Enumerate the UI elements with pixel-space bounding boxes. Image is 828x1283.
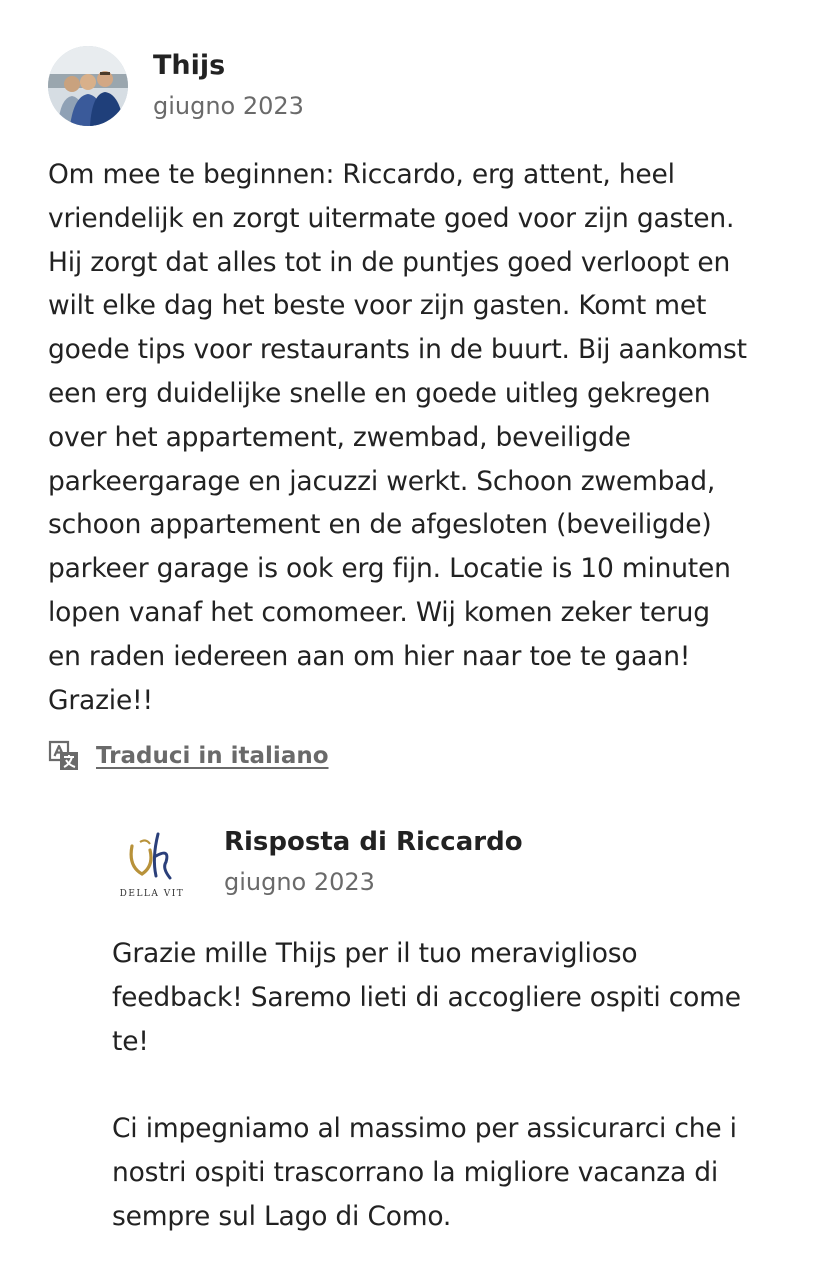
reviewer-avatar[interactable] [48, 46, 128, 126]
host-logo-icon [112, 822, 192, 902]
host-header [112, 822, 792, 902]
review-card [48, 45, 788, 774]
translate-row[interactable] [48, 738, 788, 774]
host-logo[interactable] [112, 822, 192, 902]
review-text: Om mee te beginnen: Riccardo, erg attent, heel vriendelijk en zorgt uitermate goed voor zijn gasten. Hij zorgt dat alles tot in de puntjes goed verloopt en wilt elke dag het beste voor zijn gasten. Komt met goede tips voor restaurants in de buurt. Bij aankomst een erg duidelijke snelle en goede uitleg gekregen over het appartement, zwembad, beveiligde parkeergarage en jacuzzi werkt. Schoon zwembad, schoon appartement en de afgesloten (beveiligde) parkeer garage is ook erg fijn. Locatie is 10 minuten lopen vanaf het comomeer. Wij komen zeker terug en raden iedereen aan om hier naar toe te gaan! Grazie!! [48, 159, 747, 716]
host-meta [224, 825, 523, 899]
response-title: Risposta di Riccardo [224, 827, 523, 857]
reviewer-meta [153, 49, 304, 123]
translate-link[interactable]: Traduci in italiano [96, 743, 329, 770]
host-response [112, 822, 792, 1239]
reviewer-header [48, 45, 788, 127]
response-date: giugno 2023 [224, 868, 375, 896]
host-logo-text: DELLA VIT [119, 889, 185, 899]
review-date: giugno 2023 [153, 92, 304, 120]
user-photo-avatar-icon [48, 46, 128, 126]
translate-icon [48, 740, 80, 772]
response-text: Grazie mille Thijs per il tuo meraviglioso feedback! Saremo lieti di accogliere ospiti come te! Ci impegniamo al massimo per assicurarci che i nostri ospiti trascorrano la migliore vacanza di sempre sul Lago di Como. [112, 938, 741, 1232]
reviewer-name[interactable]: Thijs [153, 50, 226, 81]
